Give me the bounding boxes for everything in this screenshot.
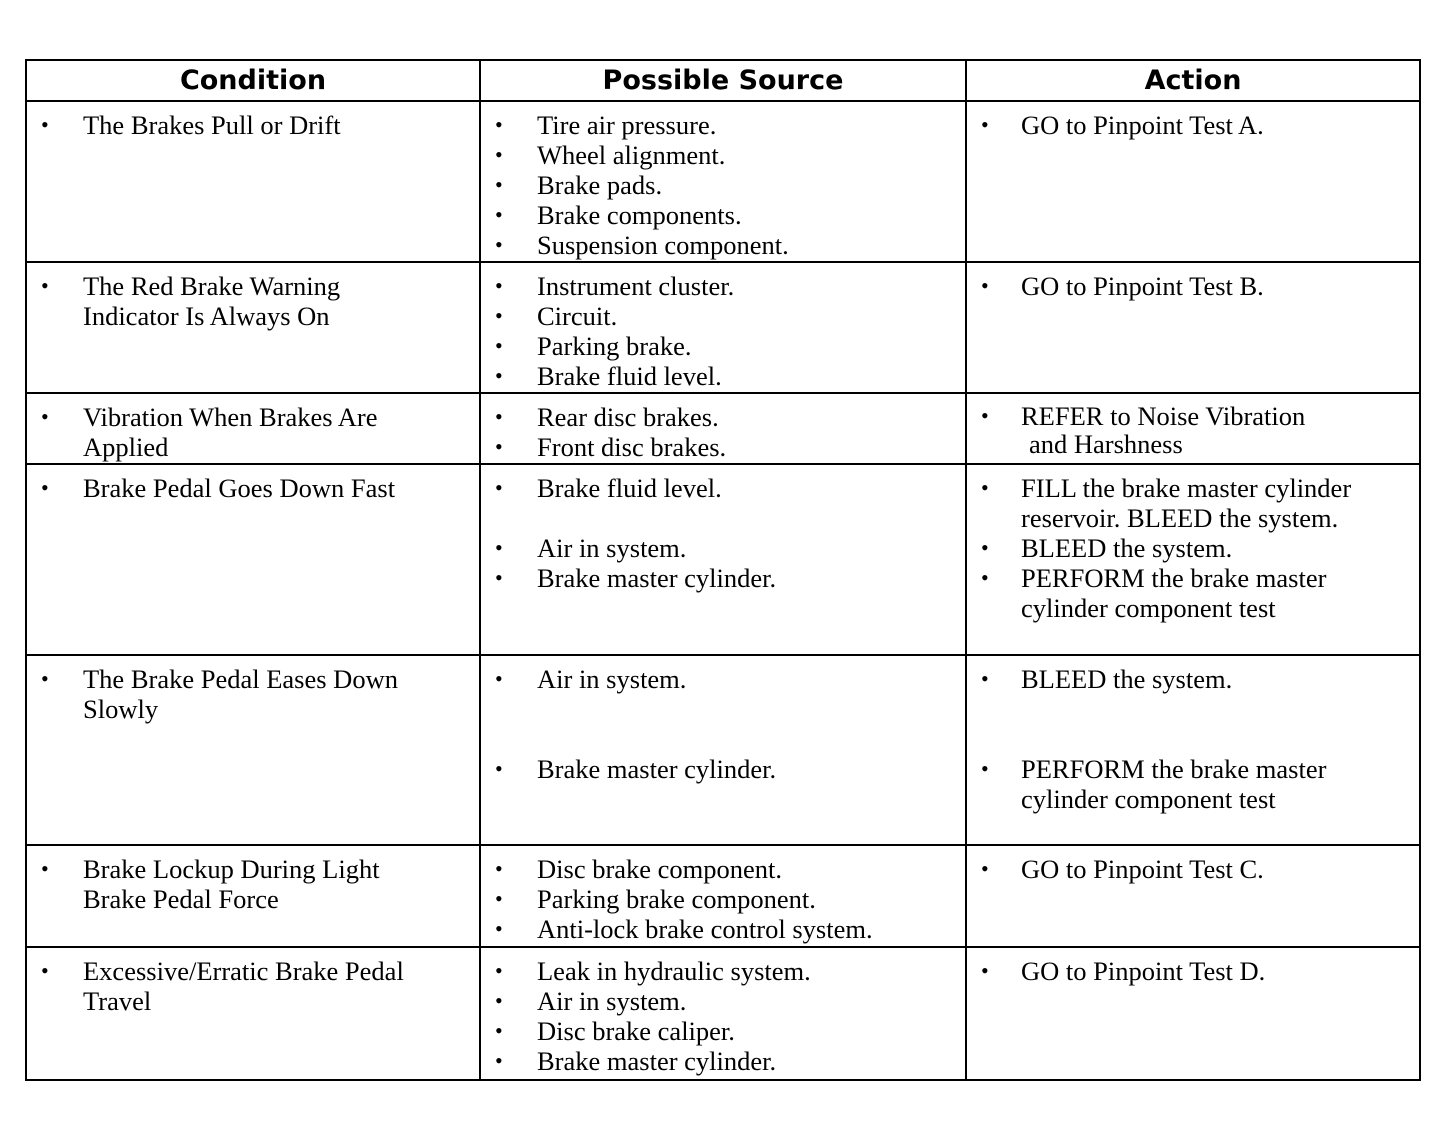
condition-line: Vibration When Brakes Are [83,402,378,432]
source-item: • Brake components. [481,200,965,230]
source-item: • Brake master cylinder. [481,563,965,593]
condition-line: Brake Lockup During Light [83,854,380,884]
row-1-condition [27,102,481,263]
condition-line: Excessive/Erratic Brake Pedal [83,956,404,986]
source-item: • Brake pads. [481,170,965,200]
action-line: cylinder component test [1021,784,1276,814]
row-6-actions [967,846,1419,948]
row-1-actions [967,102,1419,263]
source-item: • Brake master cylinder. [481,754,965,784]
action-line: FILL the brake master cylinder [1021,473,1352,503]
row-2-actions [967,263,1419,394]
condition-line: Travel [83,986,152,1016]
source-item: • Disc brake component. [481,854,965,884]
condition-text: • The Brakes Pull or Drift [27,110,479,140]
row-3-actions [967,394,1419,465]
row-2-sources [481,263,967,394]
action-line: PERFORM the brake master [1021,563,1327,593]
row-5-actions [967,656,1419,846]
action-line: REFER to Noise Vibration [1021,401,1306,431]
header-condition: Condition [27,61,481,102]
source-item: • Rear disc brakes. [481,402,965,432]
condition-line: Brake Pedal Force [83,884,279,914]
source-item: • Air in system. [481,533,965,563]
condition-line: The Brake Pedal Eases Down [83,664,398,694]
condition-line: The Red Brake Warning [83,271,341,301]
action-line: and Harshness [1029,429,1183,459]
source-item: • Anti-lock brake control system. [481,914,965,944]
row-7-actions [967,948,1419,1079]
action-item [967,473,1419,533]
action-item [967,563,1419,623]
row-4-condition [27,465,481,656]
action-item: • GO to Pinpoint Test C. [967,854,1419,884]
action-item: • BLEED the system. [967,664,1419,694]
action-item: • GO to Pinpoint Test A. [967,110,1419,140]
source-item: • Disc brake caliper. [481,1016,965,1046]
source-item: • Front disc brakes. [481,432,965,462]
row-7-condition [27,948,481,1079]
table-grid [27,61,1419,1079]
source-item: • Brake fluid level. [481,361,965,391]
header-possible-source: Possible Source [481,61,967,102]
action-line: PERFORM the brake master [1021,754,1327,784]
action-line: cylinder component test [1021,593,1276,623]
row-5-sources [481,656,967,846]
row-5-condition [27,656,481,846]
action-item: • GO to Pinpoint Test D. [967,956,1419,986]
row-4-sources [481,465,967,656]
condition-text [27,402,479,462]
source-item: • Parking brake. [481,331,965,361]
source-item: • Suspension component. [481,230,965,260]
condition-text [27,271,479,331]
action-item: • GO to Pinpoint Test B. [967,271,1419,301]
row-6-sources [481,846,967,948]
row-4-actions [967,465,1419,656]
action-item: • BLEED the system. [967,533,1419,563]
source-item: • Leak in hydraulic system. [481,956,965,986]
row-3-condition [27,394,481,465]
source-item: • Air in system. [481,664,965,694]
condition-line: Applied [83,432,169,462]
row-6-condition [27,846,481,948]
row-1-sources [481,102,967,263]
source-item: • Tire air pressure. [481,110,965,140]
source-item: • Wheel alignment. [481,140,965,170]
source-item: • Brake fluid level. [481,473,965,503]
source-item: • Circuit. [481,301,965,331]
diagnosis-table [25,59,1421,1081]
action-item [967,402,1419,458]
condition-line: Indicator Is Always On [83,301,330,331]
header-action: Action [967,61,1419,102]
source-item: • Brake master cylinder. [481,1046,965,1076]
condition-text: • Brake Pedal Goes Down Fast [27,473,479,503]
condition-text [27,956,479,1016]
condition-text [27,664,479,724]
condition-text [27,854,479,914]
source-item: • Air in system. [481,986,965,1016]
row-3-sources [481,394,967,465]
row-7-sources [481,948,967,1079]
action-line: reservoir. BLEED the system. [1021,503,1339,533]
source-item: • Instrument cluster. [481,271,965,301]
row-2-condition [27,263,481,394]
condition-line: Slowly [83,694,159,724]
source-item: • Parking brake component. [481,884,965,914]
action-item [967,754,1419,814]
